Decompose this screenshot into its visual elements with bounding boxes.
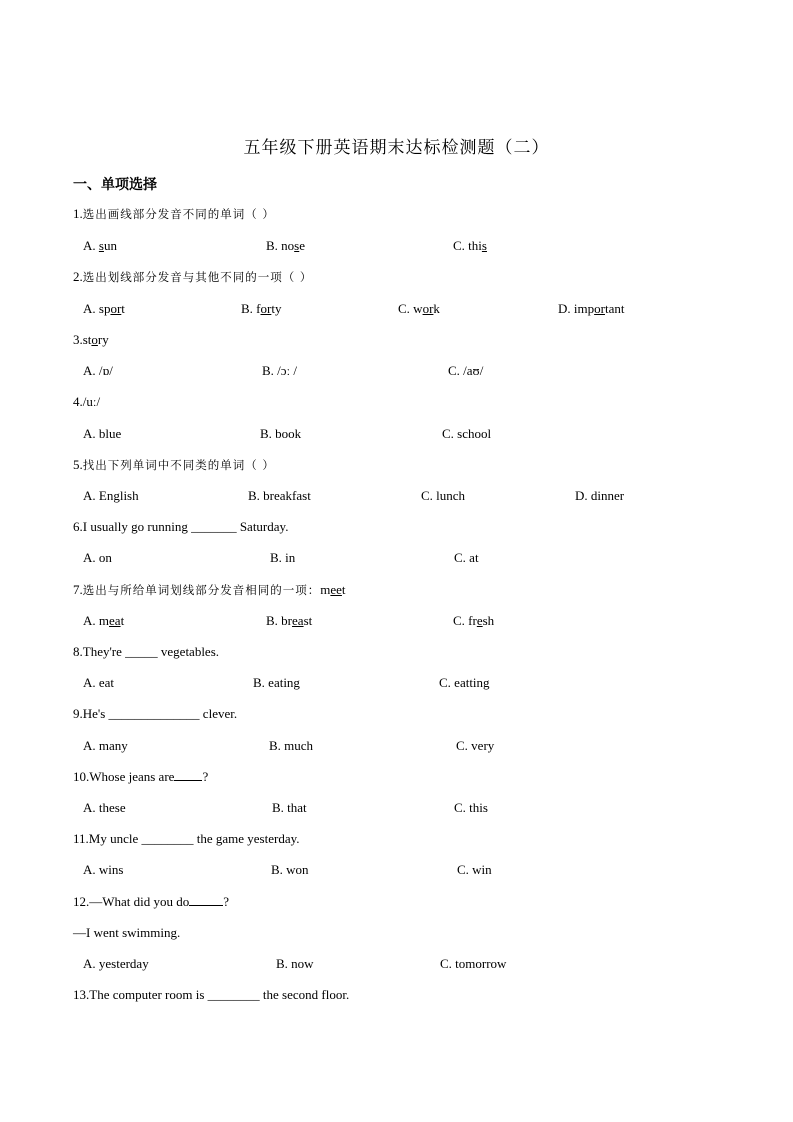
answer-blank[interactable] — [189, 894, 223, 906]
text-segment: br — [281, 613, 293, 628]
question-number: 11. — [73, 831, 89, 846]
q8-option-a[interactable]: A. eat — [83, 675, 115, 690]
text-segment: t — [341, 582, 346, 597]
underlined-letters: s — [481, 238, 487, 253]
section-heading: 一、单项选择 — [73, 177, 157, 193]
q5-option-d[interactable]: D. dinner — [575, 488, 625, 503]
text-segment: A. — [83, 301, 99, 316]
q3-option-b[interactable]: B. /ɔː / — [262, 363, 298, 378]
q11-option-c[interactable]: C. win — [457, 862, 492, 877]
question-1 — [73, 206, 275, 222]
text-segment: B. — [241, 301, 257, 316]
q10-option-b[interactable]: B. that — [272, 800, 307, 815]
underlined-letters: ea — [109, 613, 121, 628]
text-segment: ry — [97, 332, 109, 347]
underlined-letters: or — [260, 301, 272, 316]
text-segment: B. — [266, 238, 282, 253]
question-number: 5. — [73, 457, 83, 472]
page-title: 五年级下册英语期末达标检测题（二） — [243, 138, 550, 158]
underlined-letters: or — [110, 301, 122, 316]
q5-option-b[interactable]: B. breakfast — [248, 488, 311, 503]
q7-option-b[interactable] — [266, 613, 312, 629]
q8-option-b[interactable]: B. eating — [253, 675, 300, 690]
text-segment: tant — [604, 301, 625, 316]
text-segment: C. — [453, 238, 469, 253]
question-12 — [73, 894, 229, 910]
question-4 — [73, 394, 100, 410]
question-number: 12. — [73, 894, 90, 909]
question-10 — [73, 769, 208, 785]
q11-option-a[interactable]: A. wins — [83, 862, 124, 877]
q8-option-c[interactable]: C. eatting — [439, 675, 490, 690]
q9-option-b[interactable]: B. much — [269, 738, 314, 753]
text-segment: w — [413, 301, 423, 316]
text-segment: no — [281, 238, 295, 253]
text-segment: f — [256, 301, 261, 316]
q4-option-c[interactable]: C. school — [442, 426, 492, 441]
text-segment: thi — [468, 238, 482, 253]
text-segment: t — [121, 301, 125, 316]
question-6 — [73, 519, 288, 535]
q12-option-c[interactable]: C. tomorrow — [440, 956, 507, 971]
question-number: 8. — [73, 644, 83, 659]
question-stem: 选出划线部分发音与其他不同的一项（ ） — [82, 270, 313, 284]
question-stem: 找出下列单词中不同类的单词（ ） — [82, 458, 275, 472]
underlined-letters: s — [98, 238, 104, 253]
q6-option-c[interactable]: C. at — [454, 550, 479, 565]
q5-option-a[interactable]: A. English — [83, 488, 139, 503]
q6-option-a[interactable]: A. on — [83, 550, 112, 565]
q10-option-c[interactable]: C. this — [454, 800, 488, 815]
q5-option-c[interactable]: C. lunch — [421, 488, 466, 503]
q11-option-b[interactable]: B. won — [271, 862, 309, 877]
question-stem: 选出画线部分发音不同的单词（ ） — [82, 207, 275, 221]
q9-option-c[interactable]: C. very — [456, 738, 495, 753]
underlined-letters: s — [294, 238, 300, 253]
question-2 — [73, 269, 312, 285]
text-segment: un — [103, 238, 117, 253]
text-segment: D. — [558, 301, 574, 316]
q1-option-a[interactable] — [83, 238, 117, 254]
question-11 — [73, 831, 300, 847]
q6-option-b[interactable]: B. in — [270, 550, 296, 565]
text-segment: st — [82, 332, 92, 347]
question-13 — [73, 987, 349, 1003]
text-segment: st — [303, 613, 313, 628]
q10-option-a[interactable]: A. these — [83, 800, 126, 815]
text-segment: m — [320, 582, 331, 597]
question-3 — [73, 332, 109, 348]
q3-option-c[interactable]: C. /aʊ/ — [448, 363, 484, 378]
text-segment: m — [98, 613, 110, 628]
q2-option-c[interactable] — [398, 301, 440, 317]
question-number: 13. — [73, 987, 90, 1002]
text-segment: fr — [468, 613, 477, 628]
question-number: 3. — [73, 332, 83, 347]
text-segment: sh — [482, 613, 495, 628]
text-segment: —What did you do — [89, 894, 190, 909]
text-segment: ? — [223, 894, 230, 909]
text-segment: C. — [453, 613, 469, 628]
text-segment: imp — [573, 301, 595, 316]
text-segment: ? — [202, 769, 209, 784]
question-stem: My uncle ________ the game yesterday. — [88, 831, 300, 846]
text-segment: k — [433, 301, 440, 316]
question-number: 2. — [73, 269, 83, 284]
text-segment: t — [120, 613, 125, 628]
underlined-letters: o — [91, 332, 98, 347]
question-7 — [73, 582, 346, 598]
q2-option-a[interactable] — [83, 301, 125, 317]
question-stem: The computer room is ________ the second floor. — [89, 987, 350, 1002]
question-number: 7. — [73, 582, 83, 597]
text-segment: B. — [266, 613, 282, 628]
q7-option-c[interactable] — [453, 613, 494, 629]
q9-option-a[interactable]: A. many — [83, 738, 128, 753]
answer-blank[interactable] — [174, 769, 202, 781]
q12-option-b[interactable]: B. now — [276, 956, 314, 971]
text-segment: Whose jeans are — [89, 769, 175, 784]
q1-option-c[interactable] — [453, 238, 487, 254]
q12-option-a[interactable]: A. yesterday — [83, 956, 149, 971]
text-segment: C. — [398, 301, 414, 316]
question-number: 1. — [73, 206, 83, 221]
question-stem: I usually go running _______ Saturday. — [82, 519, 289, 534]
question-number: 6. — [73, 519, 83, 534]
question-8 — [73, 644, 219, 660]
text-segment: ty — [271, 301, 282, 316]
text-segment: A. — [83, 613, 99, 628]
question-number: 4. — [73, 394, 83, 409]
question-stem: 选出与所给单词划线部分发音相同的一项： — [82, 583, 321, 597]
question-stem: /uː/ — [82, 394, 101, 409]
q7-option-a[interactable] — [83, 613, 124, 629]
q3-option-a[interactable]: A. /ɒ/ — [83, 363, 113, 378]
underlined-letters: or — [594, 301, 605, 316]
question-12-response: —I went swimming. — [73, 925, 181, 940]
q4-option-a[interactable]: A. blue — [83, 426, 122, 441]
question-number: 10. — [73, 769, 90, 784]
q2-option-d[interactable] — [558, 301, 624, 317]
underlined-letters: ea — [292, 613, 304, 628]
text-segment: A. — [83, 238, 99, 253]
question-9 — [73, 706, 237, 722]
q2-option-b[interactable] — [241, 301, 281, 317]
underlined-letters: e — [476, 613, 483, 628]
text-segment: e — [299, 238, 306, 253]
question-5 — [73, 457, 275, 473]
question-stem: They're _____ vegetables. — [82, 644, 220, 659]
underlined-letters: ee — [330, 582, 342, 597]
underlined-letters: or — [422, 301, 434, 316]
question-number: 9. — [73, 706, 83, 721]
q1-option-b[interactable] — [266, 238, 305, 254]
q4-option-b[interactable]: B. book — [260, 426, 302, 441]
question-stem: He's ______________ clever. — [82, 706, 238, 721]
text-segment: sp — [98, 301, 111, 316]
